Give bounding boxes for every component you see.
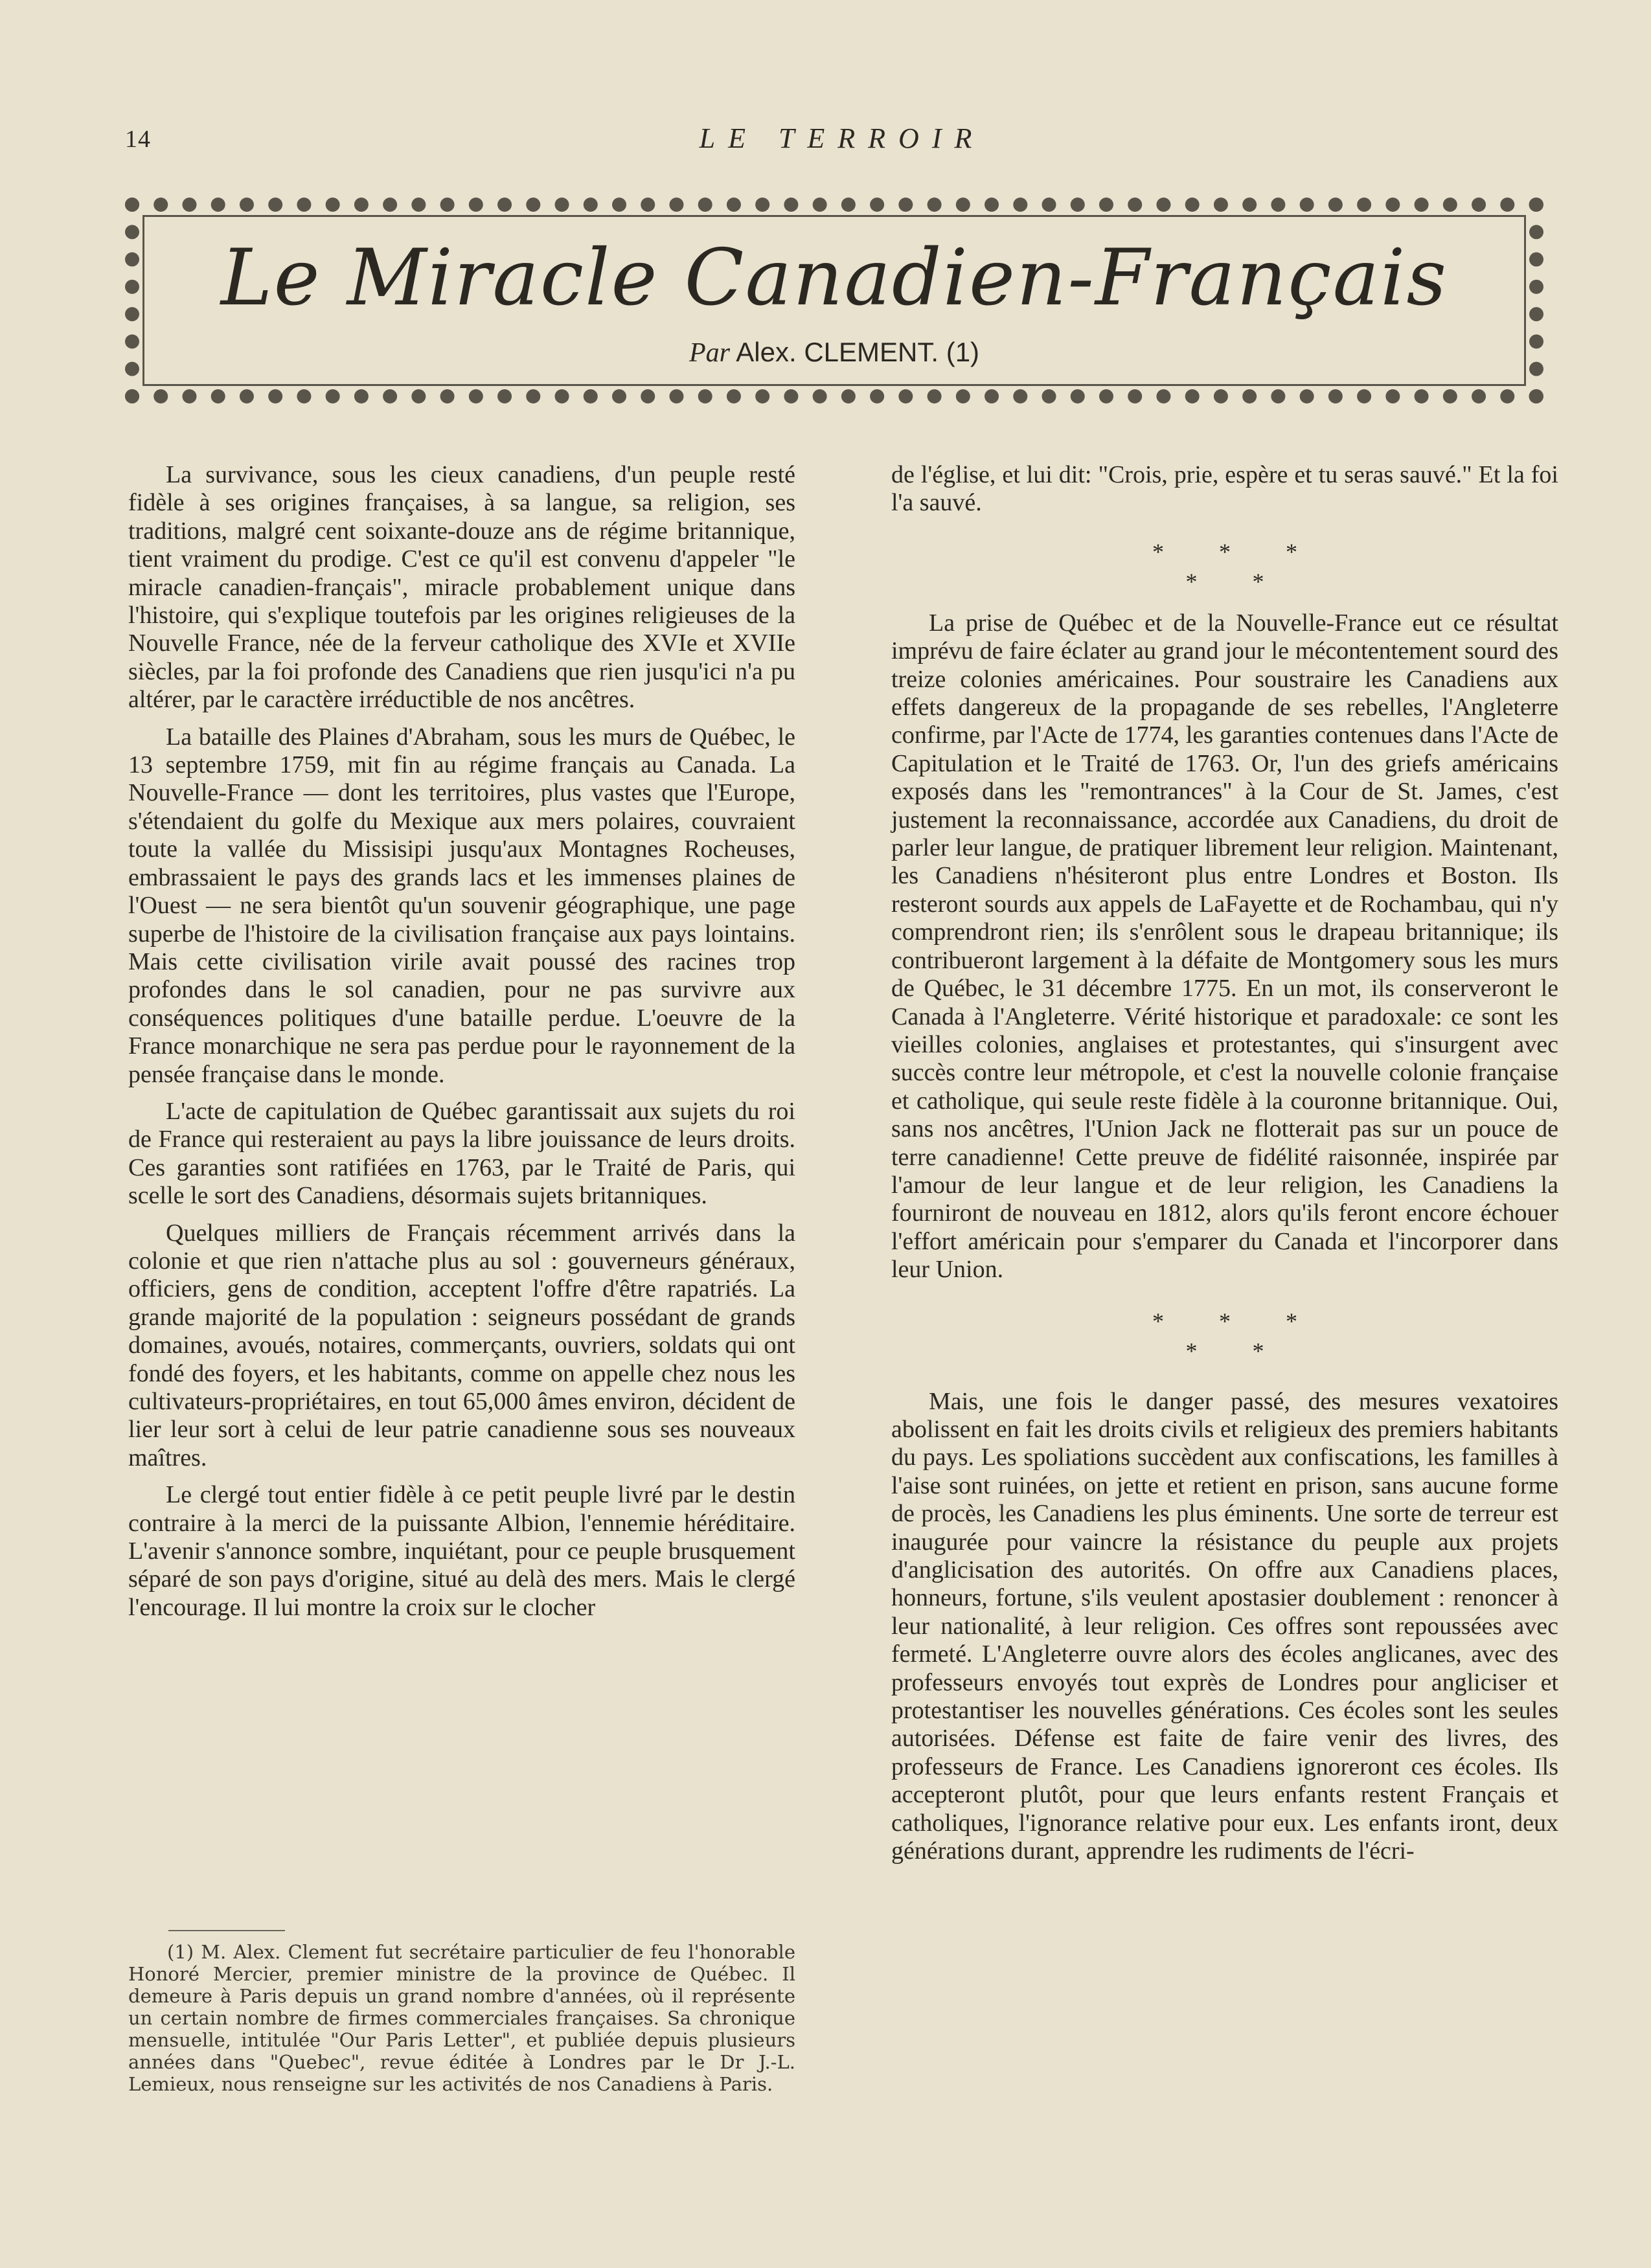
footnote-rule <box>168 1930 285 1931</box>
paragraph: L'acte de capitulation de Québec garantissait aux sujets du roi de France qui resteraient au pays la libre jouissance de leurs droits. Ces garanties sont ratifiées en 1763, par le Traité de Paris, qui scelle le sort des Canadiens, désormais sujets britanniques. <box>128 1097 795 1210</box>
paragraph-continuation: de l'église, et lui dit: "Crois, prie, espère et tu seras sauvé." Et la foi l'a sauvé. <box>891 461 1558 517</box>
byline <box>125 337 1543 369</box>
paragraph: La survivance, sous les cieux canadiens, d'un peuple resté fidèle à ses origines françaises, à sa langue, sa religion, ses traditions, malgré cent soixante-douze ans de régime britannique, tient vraiment du prodige. C'est ce qu'il est convenu d'appeler "le miracle canadien-français", miracle probablement unique dans l'histoire, qui s'explique toutefois par les origines religieuses de la Nouvelle France, née de la ferveur catholique des XVIe et XVIIe siècles, par la foi profonde des Canadiens que rien jusqu'ici n'a pu altérer, par le caractère irréductible de nos ancêtres. <box>128 461 795 714</box>
article-title: Le Miracle Canadien-Français <box>220 233 1448 323</box>
paragraph: La bataille des Plaines d'Abraham, sous les murs de Québec, le 13 septembre 1759, mit fin au régime français au Canada. La Nouvelle-France — dont les territoires, plus vastes que l'Europe, s'étendaient du golfe du Mexique aux mers polaires, couvraient toute la vallée du Missisipi jusqu'aux Montagnes Rocheuses, embrassaient le pays des grands lacs et les immenses plaines de l'Ouest — ne sera bientôt qu'un souvenir géographique, une page superbe de l'histoire de la civilisation française aux pays lointains. Mais cette civilisation virile avait poussé des racines trop profondes dans le sol canadien, pour ne pas survivre aux conséquences politiques d'une bataille perdue. L'oeuvre de la France monarchique ne sera pas perdue pour le rayonnement de la pensée française dans le monde. <box>128 723 795 1088</box>
paragraph: La prise de Québec et de la Nouvelle-France eut ce résultat imprévu de faire éclater au grand jour le mécontentement sourd des treize colonies américaines. Pour soustraire les Canadiens aux effets dangereux de la propagande de ses rebelles, l'Angleterre confirme, par l'Acte de 1774, les garanties contenues dans l'Acte de Capitulation et le Traité de 1763. Or, l'un des griefs américains exposés dans les "remontrances" à la Cour de St. James, c'est justement la reconnaissance, accordée aux Canadiens, du droit de parler leur langue, de pratiquer librement leur religion. Maintenant, les Canadiens n'hésiteront plus entre Londres et Boston. Ils resteront sourds aux appels de LaFayette et de Rochambau, qui n'y comprendront rien; ils s'enrôlent sous le drapeau britannique; ils contribueront largement à la défaite de Montgomery sous les murs de Québec, le 31 décembre 1775. En un mot, ils conserveront le Canada à l'Angleterre. Vérité historique et paradoxale: ce sont les vieilles colonies, anglaises et protestantes, qui s'insurgent avec succès contre leur métropole, et c'est la nouvelle colonie française et catholique, qui seule reste fidèle à la couronne britannique. Oui, sans nos ancêtres, l'Union Jack ne flotterait pas sur un pouce de terre canadienne! Cette preuve de fidélité raisonnée, inspirée par l'amour de leur langue et de leur religion, les Canadiens la fourniront de nouveau en 1812, alors qu'ils feront encore échouer l'effort américain pour s'emparer du Canada et l'incorporer dans leur Union. <box>891 609 1558 1284</box>
running-title: LE TERROIR <box>699 122 985 154</box>
byline-author: Alex. CLEMENT. (1) <box>736 337 980 367</box>
paragraph: Le clergé tout entier fidèle à ce petit peuple livré par le destin contraire à la merci de la puissante Albion, l'ennemie héréditaire. L'avenir s'annonce sombre, inquiétant, pour ce peuple brusquement séparé de son pays d'origine, situé au delà des mers. Mais le clergé l'encourage. Il lui montre la croix sur le clocher <box>128 1481 795 1621</box>
footnote: (1) M. Alex. Clement fut secrétaire particulier de feu l'honorable Honoré Mercier, premier ministre de la province de Québec. Il demeure à Paris depuis un grand nombre d'années, où il représente un certain nombre de firmes commerciales françaises. Sa chronique mensuelle, intitulée "Our Paris Letter", et publiée depuis plusieurs années dans "Quebec", revue éditée à Londres par le Dr J.-L. Lemieux, nous renseigne sur les activités de nos Canadiens à Paris. <box>128 1941 795 2095</box>
right-column <box>891 461 1558 1874</box>
section-separator: * * * * * <box>1152 538 1322 595</box>
left-column <box>128 461 795 1631</box>
paragraph: Mais, une fois le danger passé, des mesures vexatoires abolissent en fait les droits civils et religieux des premiers habitants du pays. Les spoliations succèdent aux confiscations, les familles à l'aise sont ruinées, on jette et retient en prison, sans aucune forme de procès, les Canadiens les plus éminents. Une sorte de terreur est inaugurée pour vaincre la résistance du peuple aux projets d'anglicisation des autorités. On offre aux Canadiens places, honneurs, fortune, s'ils veulent apostasier doublement : renoncer à leur nationalité, à leur religion. Ces offres sont repoussées avec fermeté. L'Angleterre ouvre alors des écoles anglicanes, avec des professeurs envoyés tout exprès de Londres pour angliciser et protestantiser les nouvelles générations. Ces écoles sont les seules autorisées. Défense est faite de faire venir des livres, des professeurs de France. Les Canadiens ignoreront ces écoles. Ils accepteront plutôt, pour que leurs enfants restent Français et catholiques, l'ignorance relative pour eux. Les enfants iront, deux générations durant, apprendre les rudiments de l'écri- <box>891 1387 1558 1865</box>
paragraph: Quelques milliers de Français récemment arrivés dans la colonie et que rien n'attache plus au sol : gouverneurs généraux, officiers, gens de condition, acceptent l'offre d'être rapatriés. La grande majorité de la population : seigneurs possédant de grands domaines, avoués, notaires, commerçants, ouvriers, soldats qui ont fondé des foyers, et les habitants, comme on appelle chez nous les cultivateurs-propriétaires, en tout 65,000 âmes environ, décident de lier leur sort à celui de leur patrie canadienne sous ses nouveaux maîtres. <box>128 1219 795 1471</box>
page-number: 14 <box>125 126 151 153</box>
byline-prefix: Par <box>689 338 730 368</box>
section-separator: * * * * * <box>1152 1308 1322 1364</box>
